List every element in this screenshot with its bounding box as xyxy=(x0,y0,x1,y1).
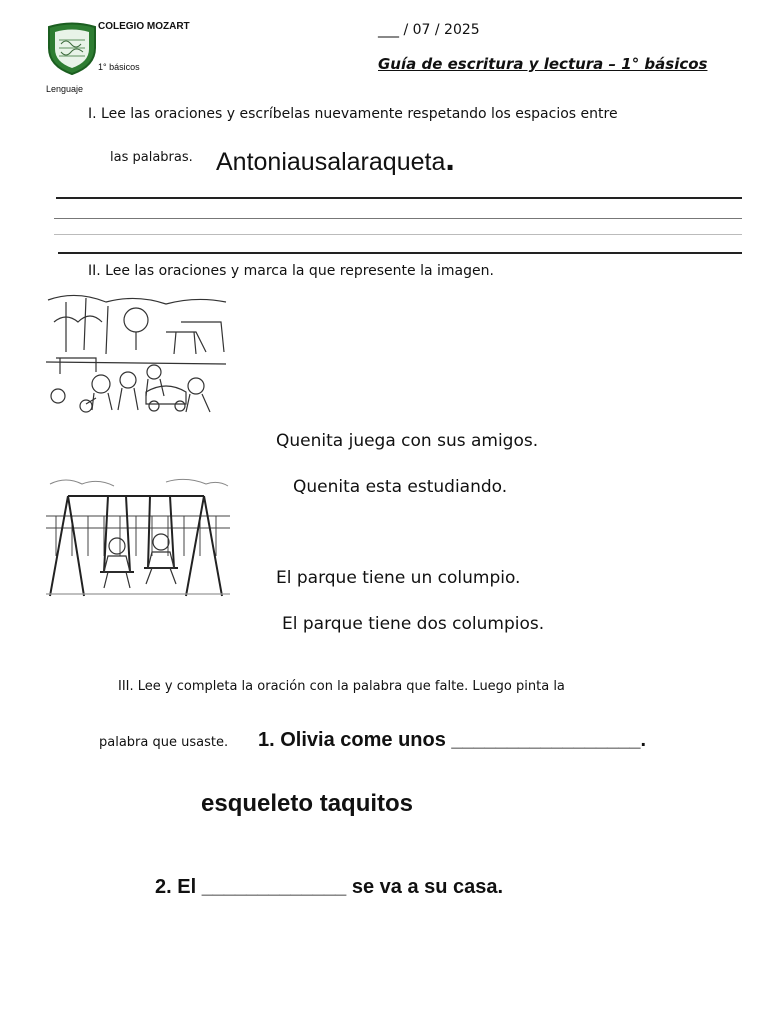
section1-instruction: I. Lee las oraciones y escríbelas nuevamente respetando los espacios entre xyxy=(88,106,618,122)
word-choices[interactable]: esqueleto taquitos xyxy=(201,790,414,817)
swings-illustration xyxy=(46,476,230,602)
page-title: Guía de escritura y lectura – 1° básicos xyxy=(378,55,708,73)
writing-line-guide xyxy=(54,234,742,235)
sentence-item-2: 2. El _____________ se va a su casa. xyxy=(155,876,504,898)
children-playing-illustration xyxy=(46,292,228,417)
writing-line-mid xyxy=(54,218,742,219)
option-one-swing[interactable]: El parque tiene un columpio. xyxy=(276,568,521,588)
subject-label: Lenguaje xyxy=(46,84,84,94)
grade-label: 1° básicos xyxy=(98,62,140,72)
writing-line-bottom xyxy=(58,252,742,254)
section3-instruction-cont: palabra que usaste. xyxy=(99,735,229,750)
writing-line-top xyxy=(56,197,742,199)
section1-sentence xyxy=(216,140,455,179)
sentence-item-1: 1. Olivia come unos _________________. xyxy=(258,729,647,751)
section3-instruction: III. Lee y completa la oración con la palabra que falte. Luego pinta la xyxy=(118,679,565,694)
section1-sentence-text: Antoniausalaraqueta xyxy=(216,148,446,176)
option-two-swings[interactable]: El parque tiene dos columpios. xyxy=(282,614,545,634)
section1-instruction-cont: las palabras. xyxy=(110,150,193,165)
option-plays-with-friends[interactable]: Quenita juega con sus amigos. xyxy=(276,431,539,451)
school-crest-logo xyxy=(46,22,98,76)
option-studying[interactable]: Quenita esta estudiando. xyxy=(293,477,508,497)
section1-sentence-period: . xyxy=(445,140,455,178)
date-field: ___ / 07 / 2025 xyxy=(378,22,480,38)
section2-instruction: II. Lee las oraciones y marca la que represente la imagen. xyxy=(88,263,494,279)
school-name: COLEGIO MOZART xyxy=(98,21,190,32)
